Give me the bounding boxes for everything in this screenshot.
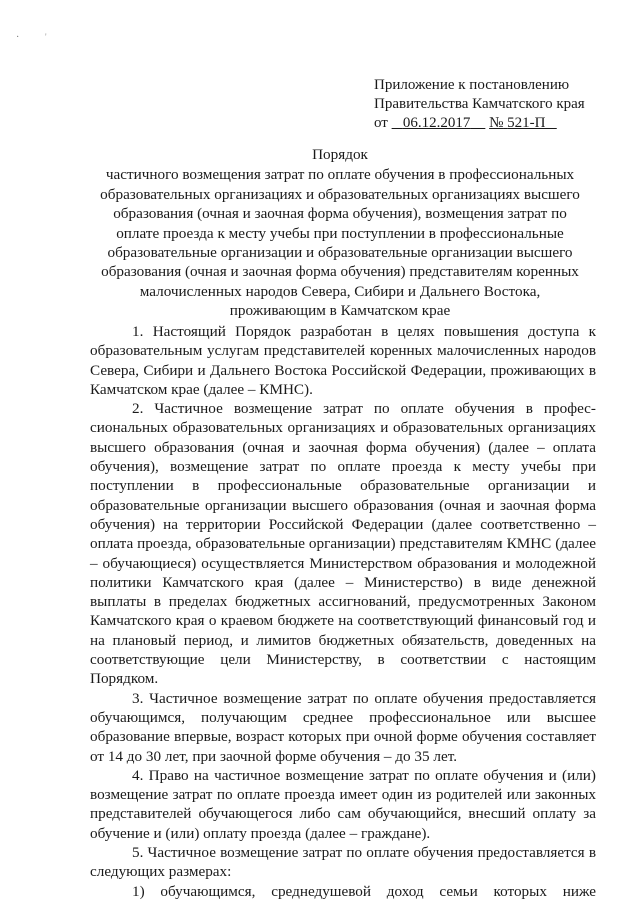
document-title [90, 145, 590, 321]
scan-mark: · [16, 32, 20, 43]
appendix-line: Правительства Камчатского края [374, 96, 585, 112]
paragraph: 4. Право на частичное возмещение затрат по оплате обучения и (или) возмещение затрат по оплате проезда имеет один из родителей или законных представителей обучающегося либо сам обучающийся, внесший оплату за обучение и (или) оплату проезда (далее – граждане). [90, 766, 596, 842]
resolution-date [392, 115, 486, 131]
appendix-block [374, 76, 624, 133]
resolution-number-value: 521-П [507, 115, 546, 131]
resolution-number [489, 115, 557, 131]
paragraph: 2. Частичное возмещение затрат по оплате обучения в профес-сиональных образовательных организациях и образовательных организациях высшего образования (очная и заочная форма обучения) (далее – оплата обучения), возмещение затрат по оплате проезда к месту учебы при поступлении в профессиональные образовательные организации и образовательные организации высшего образования (очная и заочная форма обучения) на территории Российской Федерации (далее соответственно – оплата проезда, образовательные организации) представителям КМНС (далее – обучающиеся) осуществляется Министерством образования и молодежной политики Камчатского края (далее – Министерство) в виде денежной выплаты в пределах бюджетных ассигнований, предусмотренных Законом Камчатского края о краевом бюджете на соответствующий финансовый год и на плановый период, и лимитов бюджетных обязательств, доведенных на соответствующие цели Министерству, в соответствии с настоящим Порядком. [90, 400, 596, 688]
appendix-date-row [374, 114, 624, 133]
date-prefix: от [374, 115, 388, 131]
title-heading: Порядок [312, 146, 368, 163]
scan-mark: ' [45, 32, 47, 42]
title-text: частичного возмещения затрат по оплате обучения в профессиональных образовательных организациях и образовательных организациях высшего образования (очная и заочная форма обучения), возмещения затрат по оплате проезда к месту учебы при поступлении в профессиональные образовательные организации и образовательные организации высшего образования (очная и заочная форма обучения) представителям коренных малочисленных народов Севера, Сибири и Дальнего Востока, проживающим в Камчатском крае [100, 166, 580, 320]
appendix-line: Приложение к постановлению [374, 77, 570, 93]
document-body [90, 322, 596, 901]
paragraph: 1. Настоящий Порядок разработан в целях повышения доступа к образовательным услугам представителей коренных малочисленных народов Севера, Сибири и Дальнего Востока Российской Федерации, проживающих в Камчатском крае (далее – КМНС). [90, 323, 596, 398]
resolution-date-value: 06.12.2017 [402, 115, 471, 131]
paragraph: 1) обучающимся, среднедушевой доход семьи которых ниже [132, 882, 596, 900]
number-prefix: № [489, 115, 504, 131]
paragraph: 5. Частичное возмещение затрат по оплате обучения предоставляется в следующих размерах: [90, 844, 596, 881]
paragraph: 3. Частичное возмещение затрат по оплате обучения предоставляется обучающимся, получающим среднее профессиональное или высшее образование впервые, возраст которых при очной форме обучения составляет от 14 до 30 лет, при заочной форме обучения – до 35 лет. [90, 689, 596, 765]
